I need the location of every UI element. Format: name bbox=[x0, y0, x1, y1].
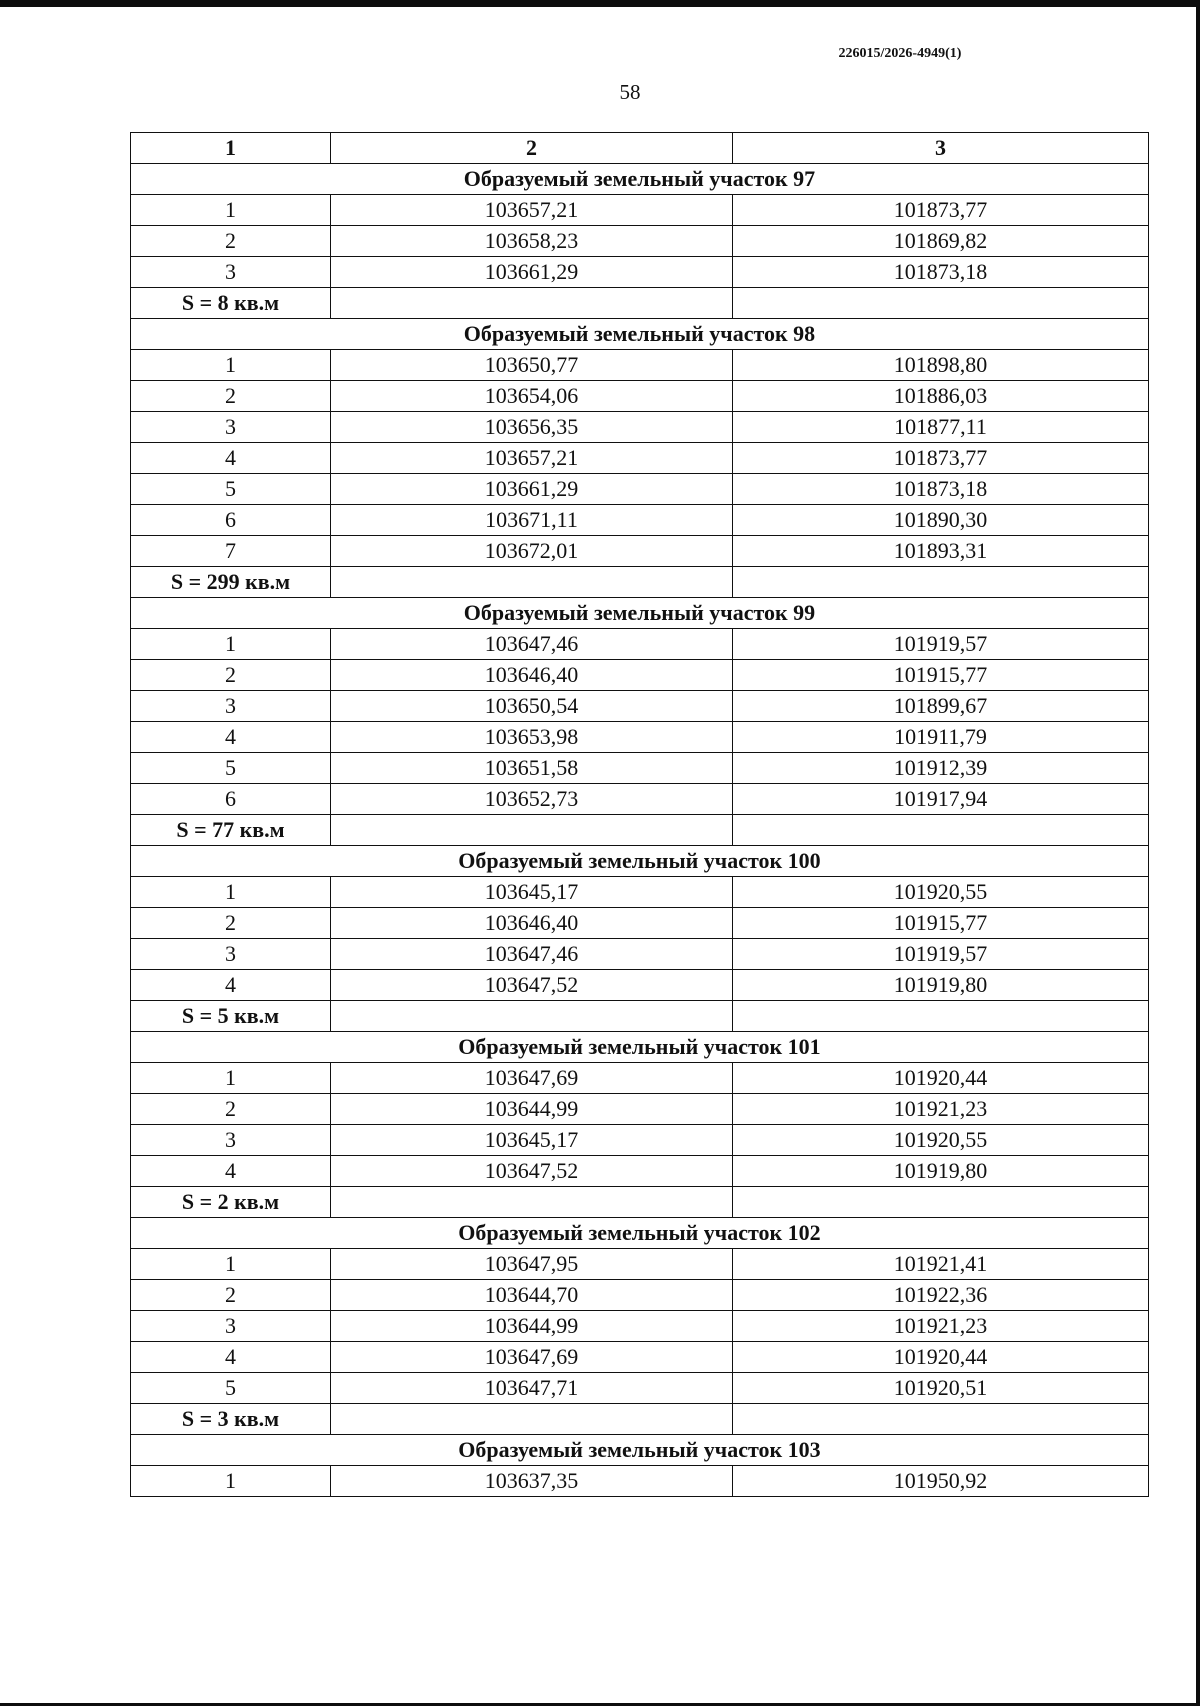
point-number-cell: 4 bbox=[131, 722, 331, 753]
y-coordinate-cell: 101950,92 bbox=[733, 1466, 1149, 1497]
x-coordinate-cell: 103647,46 bbox=[331, 939, 733, 970]
section-title: Образуемый земельный участок 102 bbox=[131, 1218, 1149, 1249]
x-coordinate-cell: 103651,58 bbox=[331, 753, 733, 784]
table-row bbox=[131, 970, 1149, 1001]
x-coordinate-cell: 103661,29 bbox=[331, 257, 733, 288]
area-cell: S = 2 кв.м bbox=[131, 1187, 331, 1218]
table-row bbox=[131, 381, 1149, 412]
x-coordinate-cell: 103646,40 bbox=[331, 660, 733, 691]
x-coordinate-cell: 103653,98 bbox=[331, 722, 733, 753]
point-number-cell: 4 bbox=[131, 443, 331, 474]
point-number-cell: 4 bbox=[131, 970, 331, 1001]
x-coordinate-cell: 103650,77 bbox=[331, 350, 733, 381]
empty-cell bbox=[733, 1404, 1149, 1435]
y-coordinate-cell: 101873,18 bbox=[733, 474, 1149, 505]
point-number-cell: 1 bbox=[131, 195, 331, 226]
table-row bbox=[131, 1063, 1149, 1094]
table-header-row bbox=[131, 133, 1149, 164]
section-title: Образуемый земельный участок 103 bbox=[131, 1435, 1149, 1466]
y-coordinate-cell: 101921,23 bbox=[733, 1094, 1149, 1125]
table-row bbox=[131, 1094, 1149, 1125]
table-row bbox=[131, 691, 1149, 722]
area-cell: S = 5 кв.м bbox=[131, 1001, 331, 1032]
table-row bbox=[131, 660, 1149, 691]
y-coordinate-cell: 101912,39 bbox=[733, 753, 1149, 784]
y-coordinate-cell: 101921,23 bbox=[733, 1311, 1149, 1342]
table-row bbox=[131, 939, 1149, 970]
x-coordinate-cell: 103661,29 bbox=[331, 474, 733, 505]
empty-cell bbox=[733, 567, 1149, 598]
point-number-cell: 6 bbox=[131, 505, 331, 536]
scan-edge-top bbox=[0, 0, 1200, 7]
y-coordinate-cell: 101873,77 bbox=[733, 195, 1149, 226]
x-coordinate-cell: 103645,17 bbox=[331, 1125, 733, 1156]
table-row bbox=[131, 1249, 1149, 1280]
x-coordinate-cell: 103654,06 bbox=[331, 381, 733, 412]
y-coordinate-cell: 101873,18 bbox=[733, 257, 1149, 288]
table-row bbox=[131, 350, 1149, 381]
x-coordinate-cell: 103647,52 bbox=[331, 970, 733, 1001]
y-coordinate-cell: 101915,77 bbox=[733, 908, 1149, 939]
y-coordinate-cell: 101915,77 bbox=[733, 660, 1149, 691]
coordinates-table bbox=[130, 132, 1149, 1497]
y-coordinate-cell: 101920,55 bbox=[733, 1125, 1149, 1156]
empty-cell bbox=[331, 815, 733, 846]
page-number: 58 bbox=[619, 80, 641, 104]
x-coordinate-cell: 103646,40 bbox=[331, 908, 733, 939]
point-number-cell: 3 bbox=[131, 691, 331, 722]
table-row bbox=[131, 784, 1149, 815]
point-number-cell: 1 bbox=[131, 1063, 331, 1094]
area-row bbox=[131, 567, 1149, 598]
y-coordinate-cell: 101920,51 bbox=[733, 1373, 1149, 1404]
point-number-cell: 2 bbox=[131, 226, 331, 257]
document-id: 226015/2026-4949(1) bbox=[838, 46, 962, 61]
y-coordinate-cell: 101890,30 bbox=[733, 505, 1149, 536]
section-title: Образуемый земельный участок 101 bbox=[131, 1032, 1149, 1063]
table-row bbox=[131, 1342, 1149, 1373]
point-number-cell: 5 bbox=[131, 474, 331, 505]
y-coordinate-cell: 101899,67 bbox=[733, 691, 1149, 722]
area-row bbox=[131, 1001, 1149, 1032]
x-coordinate-cell: 103657,21 bbox=[331, 443, 733, 474]
y-coordinate-cell: 101919,57 bbox=[733, 629, 1149, 660]
section-title: Образуемый земельный участок 97 bbox=[131, 164, 1149, 195]
empty-cell bbox=[733, 288, 1149, 319]
x-coordinate-cell: 103644,70 bbox=[331, 1280, 733, 1311]
point-number-cell: 3 bbox=[131, 412, 331, 443]
y-coordinate-cell: 101877,11 bbox=[733, 412, 1149, 443]
table-row bbox=[131, 877, 1149, 908]
table-row bbox=[131, 443, 1149, 474]
section-title: Образуемый земельный участок 100 bbox=[131, 846, 1149, 877]
table-row bbox=[131, 1466, 1149, 1497]
table-row bbox=[131, 195, 1149, 226]
empty-cell bbox=[733, 815, 1149, 846]
point-number-cell: 2 bbox=[131, 1094, 331, 1125]
x-coordinate-cell: 103644,99 bbox=[331, 1094, 733, 1125]
y-coordinate-cell: 101917,94 bbox=[733, 784, 1149, 815]
section-title-row bbox=[131, 598, 1149, 629]
y-coordinate-cell: 101919,80 bbox=[733, 1156, 1149, 1187]
y-coordinate-cell: 101920,55 bbox=[733, 877, 1149, 908]
scan-edge-right bbox=[1196, 0, 1200, 1706]
table-row bbox=[131, 412, 1149, 443]
y-coordinate-cell: 101920,44 bbox=[733, 1063, 1149, 1094]
table-row bbox=[131, 722, 1149, 753]
y-coordinate-cell: 101922,36 bbox=[733, 1280, 1149, 1311]
table-row bbox=[131, 1311, 1149, 1342]
area-cell: S = 3 кв.м bbox=[131, 1404, 331, 1435]
table-row bbox=[131, 1125, 1149, 1156]
table-row bbox=[131, 226, 1149, 257]
x-coordinate-cell: 103652,73 bbox=[331, 784, 733, 815]
table-row bbox=[131, 1373, 1149, 1404]
x-coordinate-cell: 103637,35 bbox=[331, 1466, 733, 1497]
x-coordinate-cell: 103647,46 bbox=[331, 629, 733, 660]
column-header: 2 bbox=[331, 133, 733, 164]
y-coordinate-cell: 101869,82 bbox=[733, 226, 1149, 257]
point-number-cell: 1 bbox=[131, 629, 331, 660]
point-number-cell: 5 bbox=[131, 1373, 331, 1404]
y-coordinate-cell: 101921,41 bbox=[733, 1249, 1149, 1280]
area-cell: S = 299 кв.м bbox=[131, 567, 331, 598]
x-coordinate-cell: 103657,21 bbox=[331, 195, 733, 226]
section-title-row bbox=[131, 1435, 1149, 1466]
empty-cell bbox=[331, 567, 733, 598]
point-number-cell: 4 bbox=[131, 1342, 331, 1373]
point-number-cell: 5 bbox=[131, 753, 331, 784]
y-coordinate-cell: 101893,31 bbox=[733, 536, 1149, 567]
point-number-cell: 2 bbox=[131, 660, 331, 691]
x-coordinate-cell: 103647,95 bbox=[331, 1249, 733, 1280]
section-title-row bbox=[131, 164, 1149, 195]
empty-cell bbox=[331, 1404, 733, 1435]
empty-cell bbox=[331, 1001, 733, 1032]
x-coordinate-cell: 103672,01 bbox=[331, 536, 733, 567]
point-number-cell: 7 bbox=[131, 536, 331, 567]
x-coordinate-cell: 103671,11 bbox=[331, 505, 733, 536]
point-number-cell: 1 bbox=[131, 350, 331, 381]
y-coordinate-cell: 101898,80 bbox=[733, 350, 1149, 381]
point-number-cell: 1 bbox=[131, 877, 331, 908]
x-coordinate-cell: 103647,52 bbox=[331, 1156, 733, 1187]
table-row bbox=[131, 1280, 1149, 1311]
area-row bbox=[131, 815, 1149, 846]
point-number-cell: 2 bbox=[131, 908, 331, 939]
area-cell: S = 8 кв.м bbox=[131, 288, 331, 319]
section-title: Образуемый земельный участок 98 bbox=[131, 319, 1149, 350]
x-coordinate-cell: 103656,35 bbox=[331, 412, 733, 443]
section-title: Образуемый земельный участок 99 bbox=[131, 598, 1149, 629]
empty-cell bbox=[331, 288, 733, 319]
y-coordinate-cell: 101919,80 bbox=[733, 970, 1149, 1001]
table-row bbox=[131, 629, 1149, 660]
y-coordinate-cell: 101919,57 bbox=[733, 939, 1149, 970]
y-coordinate-cell: 101920,44 bbox=[733, 1342, 1149, 1373]
point-number-cell: 2 bbox=[131, 1280, 331, 1311]
area-row bbox=[131, 1187, 1149, 1218]
x-coordinate-cell: 103650,54 bbox=[331, 691, 733, 722]
table-row bbox=[131, 908, 1149, 939]
table-row bbox=[131, 1156, 1149, 1187]
x-coordinate-cell: 103645,17 bbox=[331, 877, 733, 908]
section-title-row bbox=[131, 1032, 1149, 1063]
point-number-cell: 6 bbox=[131, 784, 331, 815]
table-row bbox=[131, 474, 1149, 505]
point-number-cell: 3 bbox=[131, 939, 331, 970]
coordinates-table-body bbox=[131, 133, 1149, 1497]
x-coordinate-cell: 103647,71 bbox=[331, 1373, 733, 1404]
point-number-cell: 3 bbox=[131, 257, 331, 288]
area-cell: S = 77 кв.м bbox=[131, 815, 331, 846]
x-coordinate-cell: 103658,23 bbox=[331, 226, 733, 257]
point-number-cell: 2 bbox=[131, 381, 331, 412]
point-number-cell: 4 bbox=[131, 1156, 331, 1187]
section-title-row bbox=[131, 1218, 1149, 1249]
y-coordinate-cell: 101886,03 bbox=[733, 381, 1149, 412]
empty-cell bbox=[331, 1187, 733, 1218]
column-header: 1 bbox=[131, 133, 331, 164]
section-title-row bbox=[131, 319, 1149, 350]
y-coordinate-cell: 101873,77 bbox=[733, 443, 1149, 474]
empty-cell bbox=[733, 1001, 1149, 1032]
section-title-row bbox=[131, 846, 1149, 877]
empty-cell bbox=[733, 1187, 1149, 1218]
table-row bbox=[131, 536, 1149, 567]
area-row bbox=[131, 1404, 1149, 1435]
column-header: 3 bbox=[733, 133, 1149, 164]
x-coordinate-cell: 103647,69 bbox=[331, 1342, 733, 1373]
point-number-cell: 1 bbox=[131, 1466, 331, 1497]
x-coordinate-cell: 103644,99 bbox=[331, 1311, 733, 1342]
area-row bbox=[131, 288, 1149, 319]
point-number-cell: 1 bbox=[131, 1249, 331, 1280]
table-row bbox=[131, 753, 1149, 784]
table-row bbox=[131, 505, 1149, 536]
point-number-cell: 3 bbox=[131, 1125, 331, 1156]
y-coordinate-cell: 101911,79 bbox=[733, 722, 1149, 753]
x-coordinate-cell: 103647,69 bbox=[331, 1063, 733, 1094]
table-row bbox=[131, 257, 1149, 288]
point-number-cell: 3 bbox=[131, 1311, 331, 1342]
